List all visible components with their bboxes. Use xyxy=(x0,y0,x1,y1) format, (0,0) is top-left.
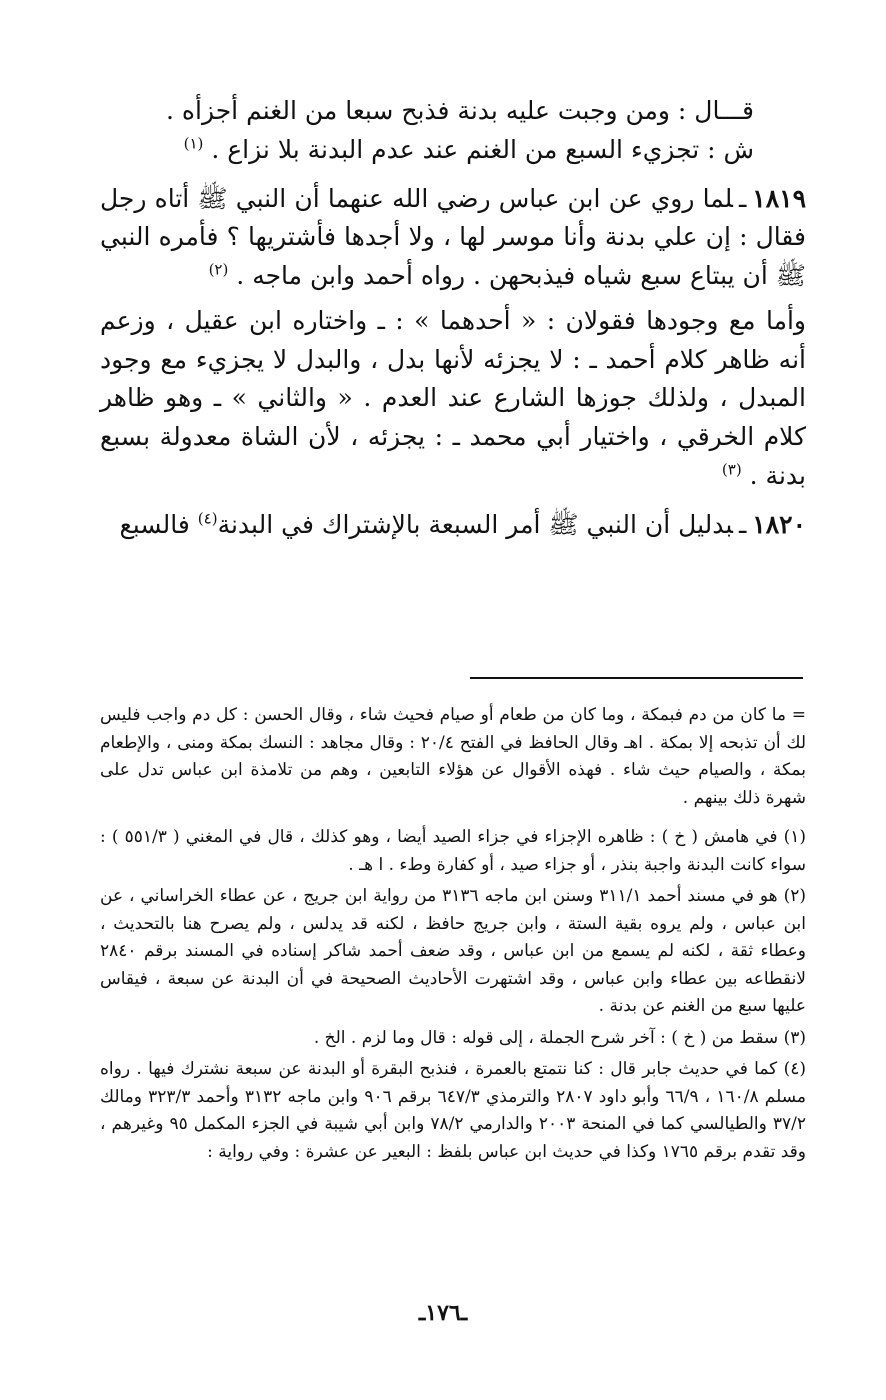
footnote-ref-1: (١) xyxy=(183,134,204,153)
footnote-separator xyxy=(470,677,803,679)
main-text xyxy=(100,92,806,544)
hadith-text: لما روي عن ابن عباس رضي الله عنهما أن النبي ﷺ أتاه رجل فقال : إن علي بدنة وأنا موسر لها ، ولا أجدها فأشتريها ؟ فأمره النبي ﷺ أن يبتاع سبع شياه فيذبحهن . رواه أحمد وابن ماجه . xyxy=(100,183,806,290)
dash: ـ xyxy=(738,509,747,539)
dash: ـ xyxy=(738,183,747,213)
footnote-4: (٤) كما في حديث جابر قال : كنا نتمتع بالعمرة ، فنذبح البقرة أو البدنة عن سبعة نشترك فيها . رواه مسلم ١٦٠/٨ ، ٦٦/٩ وأبو داود ٢٨٠٧ والترمذي ٦٤٧/٣ برقم ٩٠٦ وابن ماجه ٣١٣٢ وأحمد ٣٢٣/٣ ومالك ٣٧/٢ والطيالسي كما في المنحة ٢٠٠٣ والدارمي ٧٨/٢ وابن أبي شيبة في الجزء المكمل ٩٥ وغيرهم ، وقد تقدم برقم ١٧٦٥ وكذا في حديث ابن عباس بلفظ : البعير عن عشرة : وفي رواية : xyxy=(100,1059,807,1162)
hadith-1820 xyxy=(100,506,806,545)
hadith-text: بدليل أن النبي ﷺ أمر السبعة بالإشتراك في البدنة xyxy=(217,509,733,539)
page-number: ـ١٧٦ـ xyxy=(418,1300,468,1326)
footnote-continuation: = ما كان من دم فبمكة ، وما كان من طعام أو صيام فحيث شاء ، وقال الحسن : كل دم واجب فليس لك أن تذبحه إلا بمكة . اهـ وقال الحافظ في الفتح ٢٠/٤ : وقال مجاهد : النسك بمكة ومنى ، والإطعام بمكة ، والصيام حيث شاء . فهذه الأقوال عن هؤلاء التابعين ، وهم من تلامذة ابن عباس تدل على شهرة ذلك بينهم . xyxy=(100,705,806,808)
hadith-1819 xyxy=(100,180,806,296)
discussion-paragraph xyxy=(100,302,806,496)
hadith-number: ١٨٢٠ xyxy=(752,509,806,539)
matn-line: قـــال : ومن وجبت عليه بدنة فذبح سبعا من الغنم أجزأه . xyxy=(166,96,754,125)
footnote-3: (٣) سقط من ( خ ) : آخر شرح الجملة ، إلى قوله : قال وما لزم . الخ . xyxy=(313,1027,806,1048)
footnote-ref-3: (٣) xyxy=(721,460,742,479)
footnote-1: (١) في هامش ( خ ) : ظاهره الإجزاء في جزاء الصيد أيضا ، وهو كذلك ، قال في المغني ( ٥٥١/٣ ) : سواء كانت البدنة واجبة بنذر ، أو جزاء صيد ، أو كفارة وطء . ا هـ . xyxy=(100,827,807,875)
footnotes xyxy=(100,702,806,1171)
hadith-number: ١٨١٩ xyxy=(752,183,806,213)
sharh-text: ش : تجزيء السبع من الغنم عند عدم البدنة بلا نزاع . xyxy=(211,134,754,164)
footnote-2: (٢) هو في مسند أحمد ٣١١/١ وسنن ابن ماجه ٣١٣٦ من رواية ابن جريج ، عن عطاء الخراساني ، عن ابن عباس ، ولم يروه بقية الستة ، وابن جريج حافظ ، لكنه قد يدلس ، ولم يصرح هنا بالتحديث ، وعطاء ثقة ، لكنه لم يسمع من ابن عباس ، وقد ضعف أحمد شاكر إسناده في المسند برقم ٢٨٤٠ لانقطاعه بين عطاء وابن عباس ، وقد اشتهرت الأحاديث الصحيحة في أن البدنة عن سبعة ، فيقاس عليها سبع من الغنم عن بدنة . xyxy=(100,886,806,1017)
discussion-text: وأما مع وجودها فقولان : « أحدهما » : ـ واختاره ابن عقيل ، وزعم أنه ظاهر كلام أحمد ـ : لا يجزئه لأنها بدل ، والبدل لا يجزيء مع وجود المبدل ، ولذلك جوزها الشارع عند العدم . « والثاني » ـ وهو ظاهر كلام الخرقي ، واختيار أبي محمد ـ : يجزئه ، لأن الشاة معدولة بسبع بدنة . xyxy=(100,305,806,490)
footnote-ref-4: (٤) xyxy=(197,509,218,528)
footnote-ref-2: (٢) xyxy=(208,260,229,279)
hadith-text-continued: فالسبع xyxy=(119,509,190,539)
sharh-line xyxy=(100,131,754,170)
